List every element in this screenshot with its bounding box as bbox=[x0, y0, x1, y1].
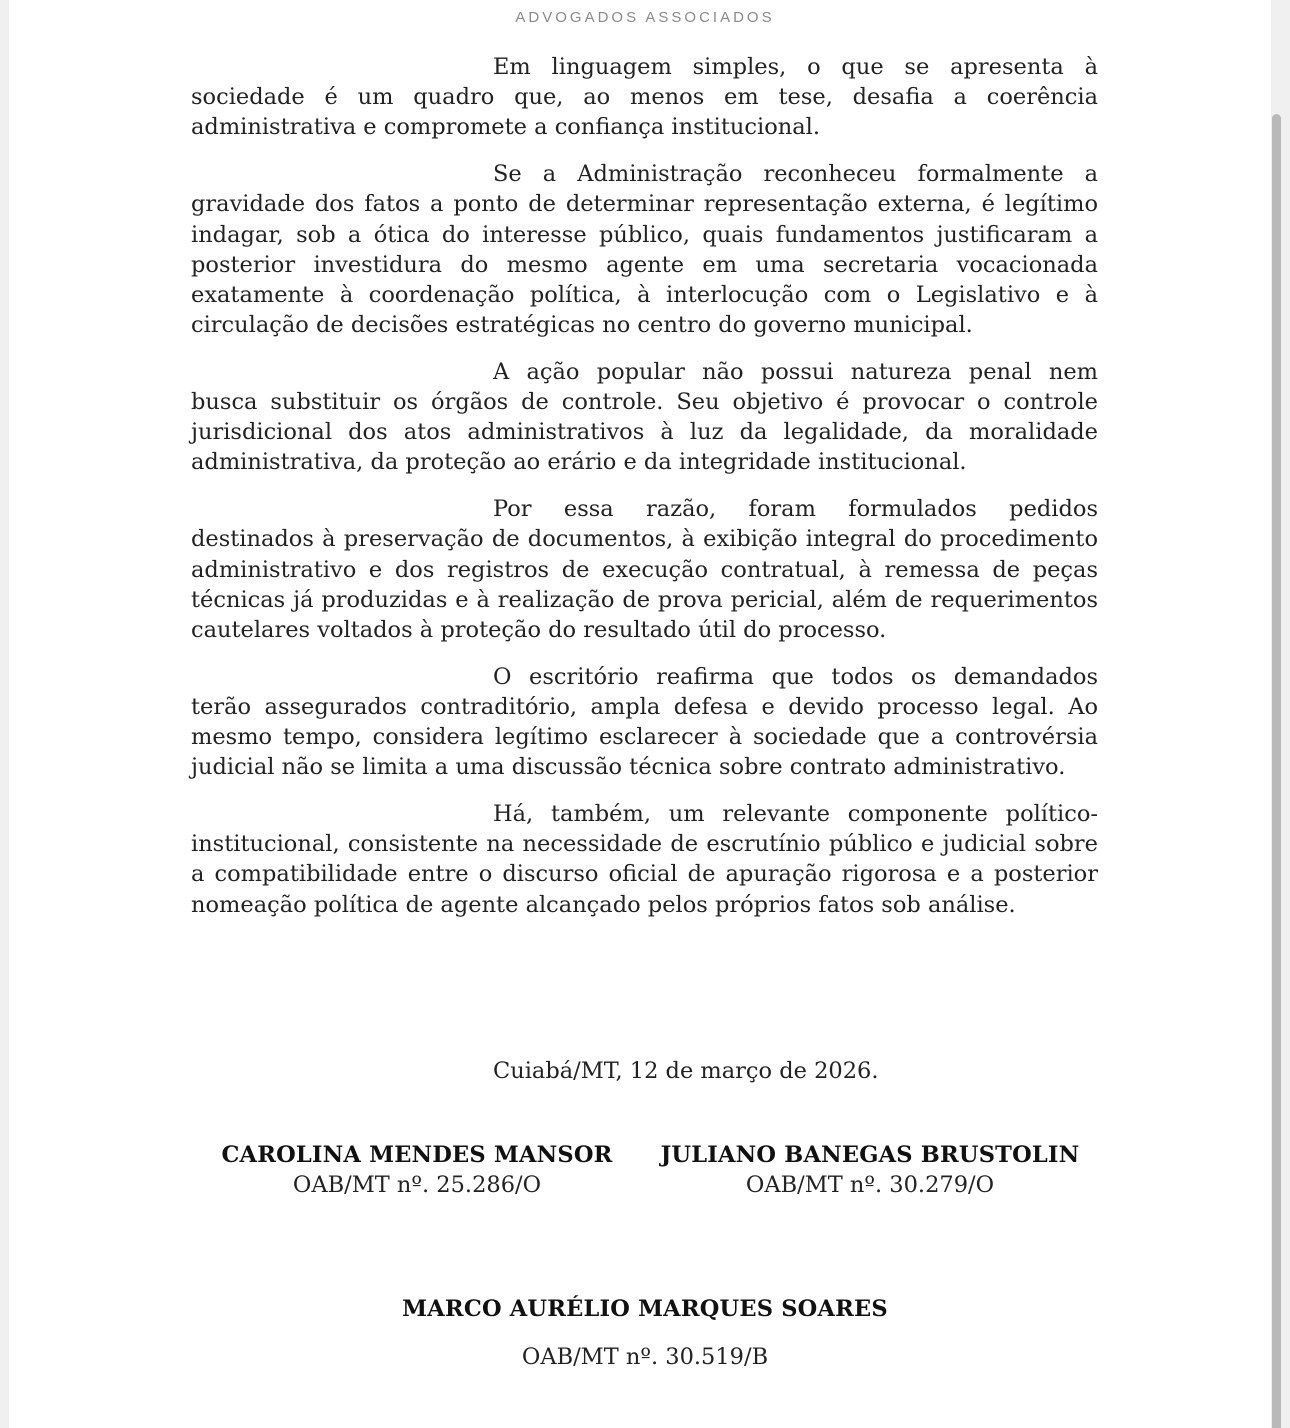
signatory-name: CAROLINA MENDES MANSOR bbox=[221, 1142, 613, 1168]
paragraph-1: Em linguagem simples, o que se apresenta à sociedade é um quadro que, ao menos em tese, desafia a coerência administrativa e compromete a confiança institucional. bbox=[191, 54, 1098, 141]
paragraph-4: Por essa razão, foram formulados pedidos destinados à preservação de documentos, à exibição integral do procedimento administrativo e dos registros de execução contratual, à remessa de peças técnicas já produzidas e à realização de prova pericial, além de requerimentos cautelares voltados à proteção do resultado útil do processo. bbox=[191, 496, 1098, 643]
signatory-oab: OAB/MT nº. 30.279/O bbox=[745, 1172, 995, 1198]
firm-header: ADVOGADOS ASSOCIADOS bbox=[515, 9, 775, 26]
document-body bbox=[191, 52, 1098, 936]
signatory-oab: OAB/MT nº. 30.519/B bbox=[521, 1344, 769, 1370]
signatory-name: JULIANO BANEGAS BRUSTOLIN bbox=[660, 1142, 1080, 1168]
paragraph-6: Há, também, um relevante componente político-institucional, consistente na necessidade de escrutínio público e judicial sobre a compatibilidade entre o discurso oficial de apuração rigorosa e a posterior nomeação política de agente alcançado pelos próprios fatos sob análise. bbox=[191, 800, 1098, 918]
paragraph-5: O escritório reafirma que todos os demandados terão assegurados contraditório, ampla defesa e devido processo legal. Ao mesmo tempo, considera legítimo esclarecer à sociedade que a controvérsia judicial não se limita a uma discussão técnica sobre contrato administrativo. bbox=[191, 663, 1098, 781]
date-line: Cuiabá/MT, 12 de março de 2026. bbox=[493, 1058, 879, 1084]
signatory-name: MARCO AURÉLIO MARQUES SOARES bbox=[402, 1296, 888, 1322]
scrollbar-thumb[interactable] bbox=[1272, 114, 1281, 1428]
signature-block-2 bbox=[648, 1140, 1092, 1200]
signatory-oab: OAB/MT nº. 25.286/O bbox=[292, 1172, 542, 1198]
paragraph-3: A ação popular não possui natureza penal nem busca substituir os órgãos de controle. Seu objetivo é provocar o controle jurisdicional dos atos administrativos à luz da legalidade, da moralidade administrativa, da proteção ao erário e da integridade institucional. bbox=[191, 358, 1098, 476]
paragraph-2: Se a Administração reconheceu formalmente a gravidade dos fatos a ponto de determinar representação externa, é legítimo indagar, sob a ótica do interesse público, quais fundamentos justificaram a posterior investidura do mesmo agente em uma secretaria vocacionada exatamente à coordenação política, à interlocução com o Legislativo e à circulação de decisões estratégicas no centro do governo municipal. bbox=[191, 161, 1098, 339]
signature-block-1 bbox=[210, 1140, 624, 1200]
signature-block-3 bbox=[345, 1294, 945, 1372]
